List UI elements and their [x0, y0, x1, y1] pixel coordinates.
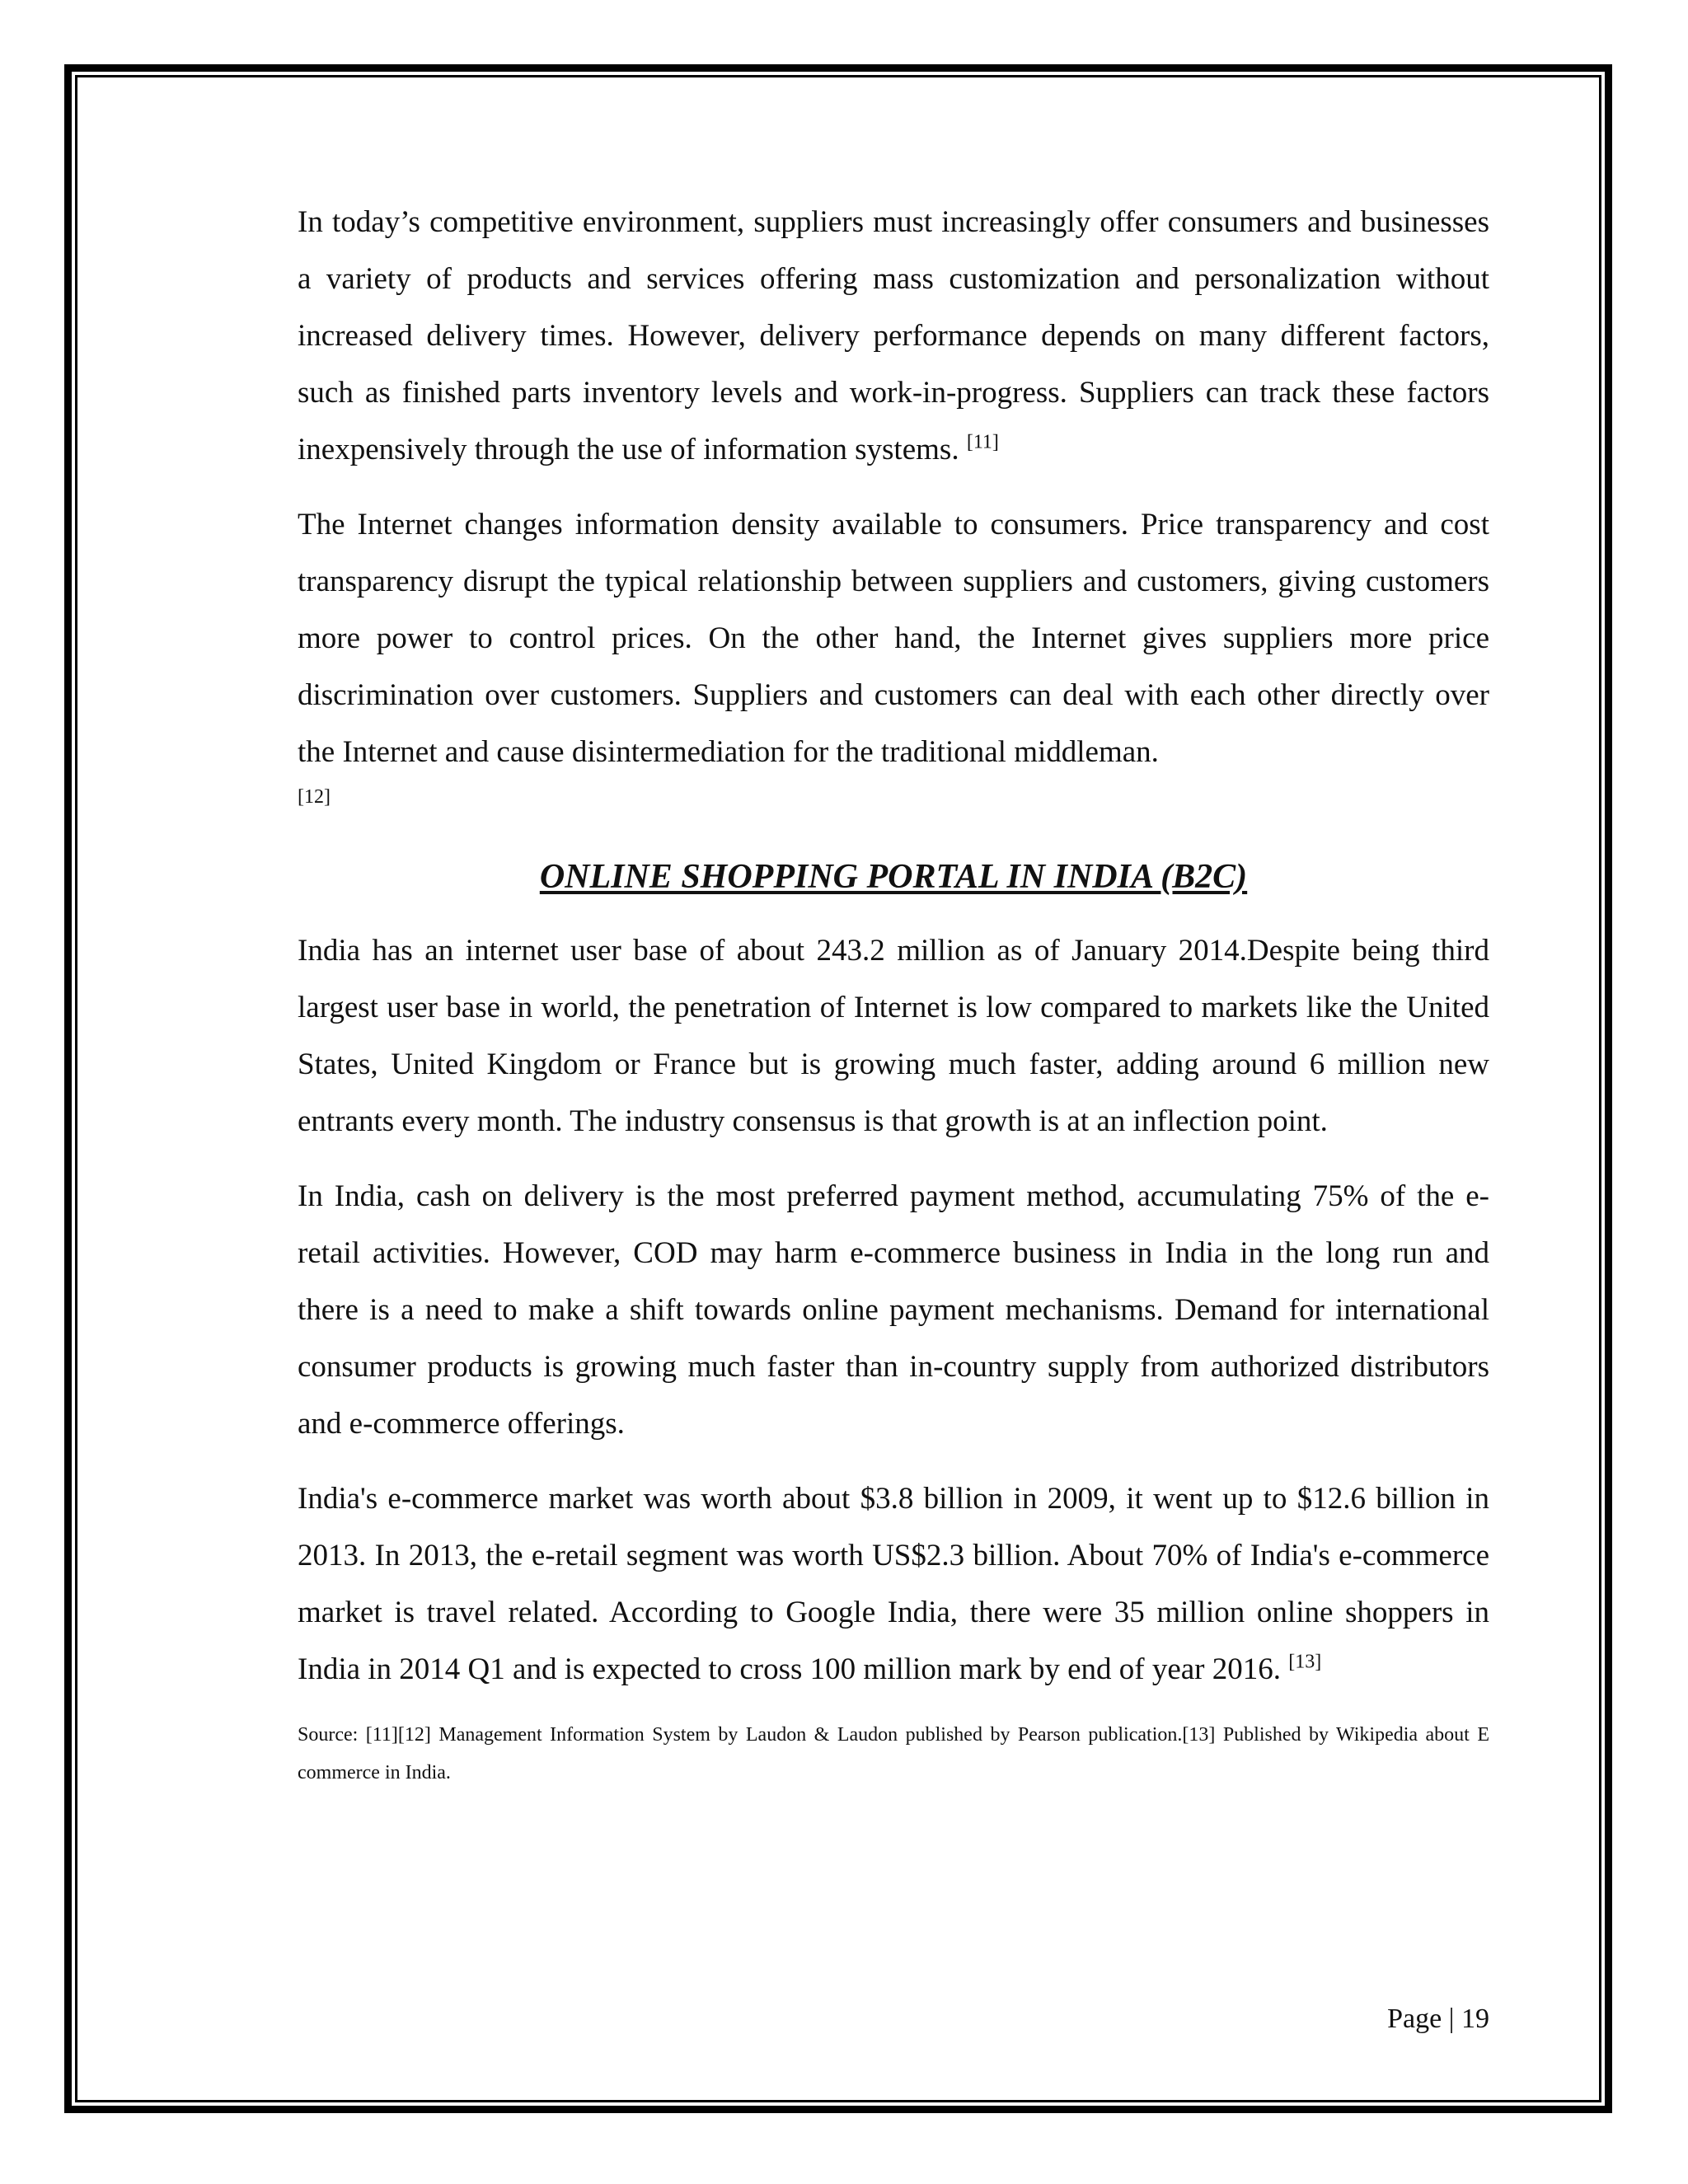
paragraph-ecommerce-market	[298, 1470, 1489, 1698]
paragraph-text: In India, cash on delivery is the most preferred payment method, accumulating 75% of the e-retail activities. However, COD may harm e-commerce business in India in the long run and there is a need to make a shift towards online payment mechanisms. Demand for international consumer products is growing much faster than in-country supply from authorized distributors and e-commerce offerings.	[298, 1179, 1489, 1441]
page-number: Page | 19	[1387, 2004, 1489, 2034]
paragraph-supplier-customization	[298, 194, 1489, 478]
citation-ref: [11]	[966, 431, 999, 453]
paragraph-internet-user-base	[298, 922, 1489, 1150]
source-note: Source: [11][12] Management Information System by Laudon & Laudon published by Pearson publication.[13] Published by Wikipedia about E commerce in India.	[298, 1724, 1489, 1783]
paragraph-cash-on-delivery	[298, 1168, 1489, 1452]
citation-ref: [12]	[298, 786, 331, 808]
page-content	[298, 194, 1489, 1792]
paragraph-text: The Internet changes information density available to consumers. Price transparency and cost transparency disrupt the typical relationship between suppliers and customers, giving customers more power to control prices. On the other hand, the Internet gives suppliers more price discrimination over customers. Suppliers and customers can deal with each other directly over the Internet and cause disintermediation for the traditional middleman.	[298, 508, 1489, 769]
paragraph-text: In today’s competitive environment, suppliers must increasingly offer consumers and businesses a variety of products and services offering mass customization and personalization without increased delivery times. However, delivery performance depends on many different factors, such as finished parts inventory levels and work-in-progress. Suppliers can track these factors inexpensively through the use of information systems.	[298, 205, 1489, 466]
paragraph-text: India has an internet user base of about 243.2 million as of January 2014.Despite being third largest user base in world, the penetration of Internet is low compared to markets like the United States, United Kingdom or France but is growing much faster, adding around 6 million new entrants every month. The industry consensus is that growth is at an inflection point.	[298, 934, 1489, 1138]
paragraph-text: India's e-commerce market was worth about $3.8 billion in 2009, it went up to $12.6 billion in 2013. In 2013, the e-retail segment was worth US$2.3 billion. About 70% of India's e-commerce market is travel related. According to Google India, there were 35 million online shoppers in India in 2014 Q1 and is expected to cross 100 million mark by end of year 2016.	[298, 1482, 1489, 1686]
citation-ref: [13]	[1288, 1651, 1322, 1673]
section-heading: ONLINE SHOPPING PORTAL IN INDIA (B2C)	[539, 858, 1248, 896]
paragraph-internet-transparency	[298, 496, 1489, 780]
